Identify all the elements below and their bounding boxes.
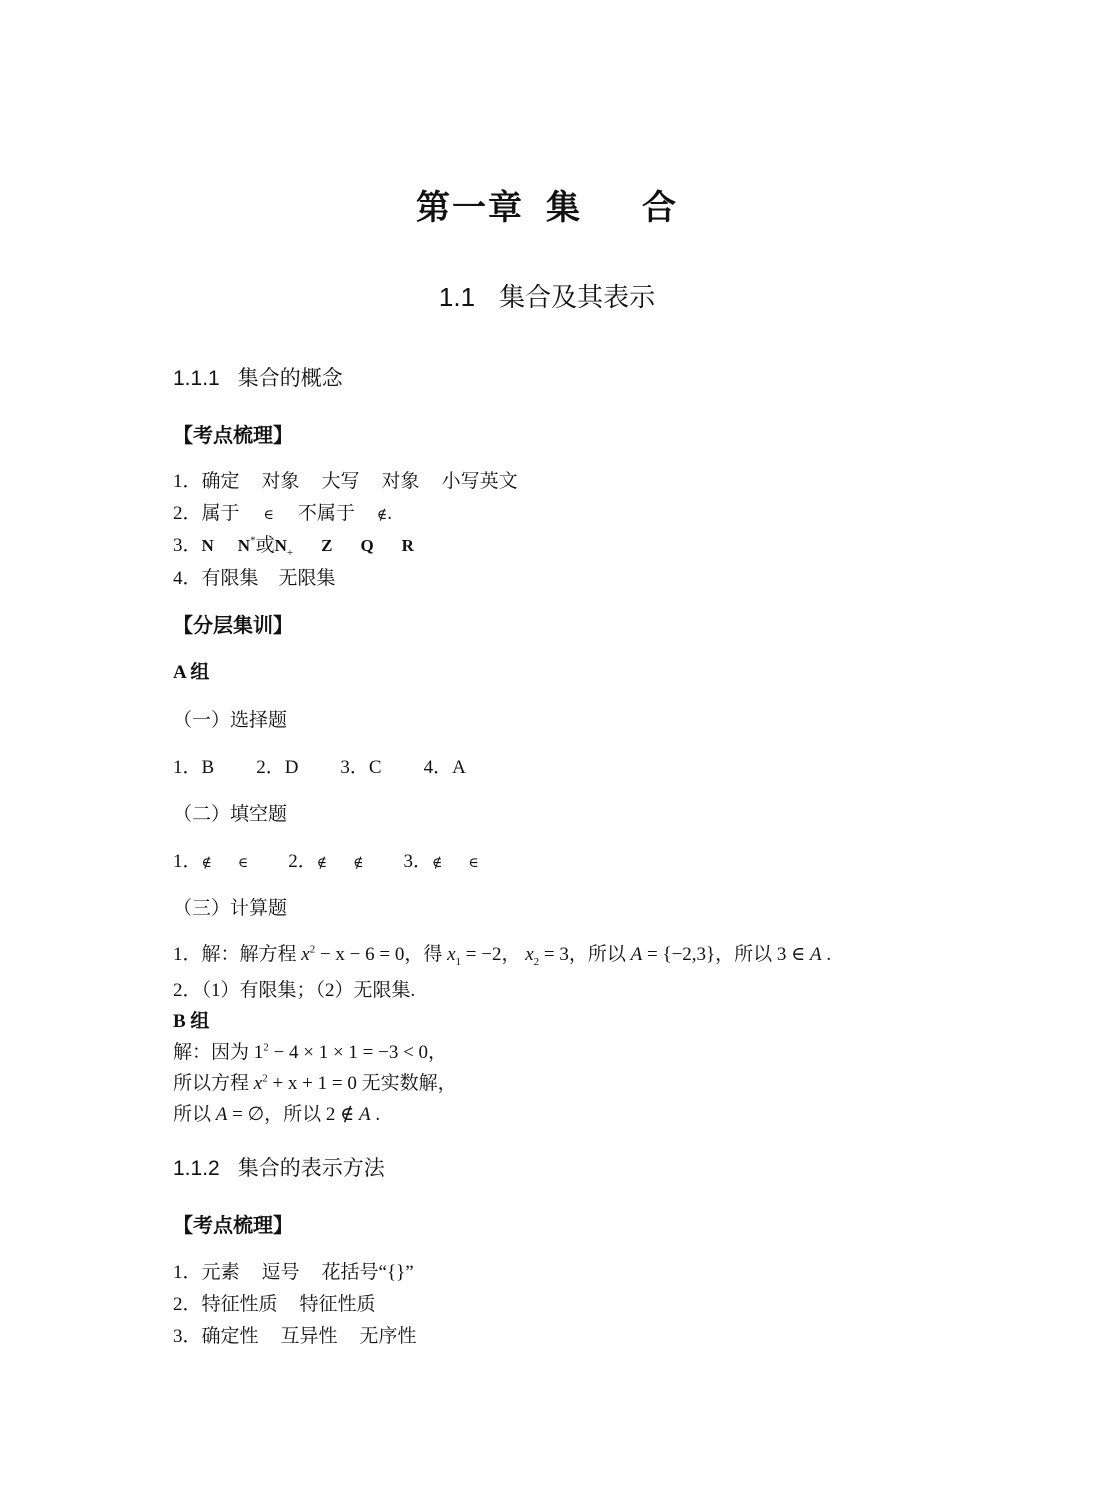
calc1-text: − x − 6 = 0，得	[315, 944, 448, 965]
k3-or: 或	[255, 535, 275, 556]
method-line-3	[173, 1321, 417, 1348]
b3-text: .	[370, 1104, 381, 1125]
calc1-text: = 3，所以	[539, 944, 631, 965]
fill-answers	[173, 846, 479, 873]
group-b-line-1	[173, 1037, 447, 1064]
chapter-title-part1: 第一章	[416, 190, 524, 227]
k2-text: 2．属于	[173, 503, 240, 524]
m2-item: 特征性质	[299, 1294, 376, 1315]
b1-text: − 4 × 1 × 1 = −3 < 0，	[268, 1042, 448, 1063]
choice-answer: 1．B	[173, 757, 215, 778]
set-symbol-R: R	[401, 536, 414, 555]
kaodian-line-4	[173, 563, 336, 590]
fill-symbol: ∉	[432, 856, 443, 871]
b2-text: + x + 1 = 0 无实数解，	[267, 1073, 457, 1094]
m3-item: 无序性	[359, 1326, 417, 1347]
fill-number: 2．	[288, 851, 317, 872]
calc-line-2: 2．（1）有限集；（2）无限集.	[173, 980, 416, 1001]
method-line-2	[173, 1289, 376, 1316]
k2-text: 不属于	[297, 503, 355, 524]
m1-item: 1．元素	[173, 1262, 240, 1283]
subsection-title-2	[173, 1152, 385, 1182]
exponent: 2	[309, 943, 316, 956]
var-x1: x	[447, 944, 456, 965]
var-x2: x	[525, 944, 534, 965]
exponent: 2	[263, 1041, 269, 1054]
fill-heading: （二）填空题	[173, 804, 288, 825]
b3-text: = ∅，所以 2 ∉	[227, 1104, 359, 1125]
group-b-line-3	[173, 1099, 380, 1126]
choice-answer: 4．A	[423, 757, 466, 778]
chapter-title	[0, 180, 1094, 229]
b2-text: 所以方程	[173, 1073, 254, 1094]
m1-item: 逗号	[261, 1262, 300, 1283]
m3-item: 3．确定性	[173, 1326, 259, 1347]
var-A: A	[810, 944, 822, 965]
choice-answer: 2．D	[256, 757, 299, 778]
fill-number: 3．	[403, 851, 433, 872]
group-b-heading: B 组	[173, 1011, 210, 1032]
k4-item: 4．有限集	[173, 568, 259, 589]
k4-item: 无限集	[278, 568, 336, 589]
k1-item: 对象	[261, 471, 300, 492]
kaodian-line-2	[173, 498, 392, 525]
k1-item: 小写英文	[441, 471, 518, 492]
subsection-title-text: 集合的概念	[237, 367, 343, 390]
subscript: 2	[533, 955, 540, 968]
subsection-number: 1.1.2	[173, 1157, 220, 1180]
fill-symbol: ∉	[316, 856, 328, 871]
section-title-text: 集合及其表示	[499, 282, 656, 312]
fill-symbol: ∈	[468, 856, 479, 871]
fenceng-heading: 【分层集训】	[173, 615, 293, 637]
set-symbol-Nplus: N	[274, 536, 287, 555]
choice-answers	[173, 752, 466, 779]
kaodian-heading-2: 【考点梳理】	[173, 1215, 293, 1237]
var-A: A	[215, 1104, 228, 1125]
k1-item: 对象	[381, 471, 420, 492]
kaodian-line-3	[173, 530, 414, 559]
fill-symbol: ∈	[237, 856, 249, 871]
group-a-heading: A 组	[173, 662, 210, 683]
k3-number: 3．	[173, 535, 202, 556]
set-symbol-Nstar: N	[237, 536, 251, 555]
m2-item: 2．特征性质	[173, 1294, 278, 1315]
set-symbol-Q: Q	[360, 536, 374, 555]
fill-symbol: ∉	[201, 856, 212, 871]
not-element-of-symbol: ∉	[376, 508, 388, 523]
element-of-symbol: ∈	[263, 508, 274, 523]
calc-heading: （三）计算题	[173, 898, 288, 919]
method-line-1	[173, 1257, 414, 1284]
b1-text: 解：因为 1	[173, 1042, 264, 1063]
k2-end: .	[387, 503, 393, 524]
calc-line-1	[173, 939, 831, 968]
b3-text: 所以	[173, 1104, 216, 1125]
subsection-number: 1.1.1	[173, 367, 220, 390]
k3-star: *	[250, 534, 256, 547]
choice-answer: 3．C	[340, 757, 382, 778]
fill-symbol: ∉	[353, 856, 364, 871]
m1-item: 花括号“{}”	[321, 1262, 414, 1283]
var-A: A	[358, 1104, 371, 1125]
group-b-line-2	[173, 1068, 457, 1095]
kaodian-line-1	[173, 466, 518, 493]
subscript: 1	[455, 955, 462, 968]
k1-item: 1．确定	[173, 471, 240, 492]
k3-plus: +	[286, 546, 294, 559]
var-x: x	[253, 1073, 263, 1094]
fill-number: 1．	[173, 851, 202, 872]
k1-item: 大写	[321, 471, 360, 492]
chapter-title-part2: 集	[546, 190, 582, 227]
set-symbol-N: N	[201, 536, 214, 555]
calc1-text: 1．解：解方程	[173, 944, 302, 965]
chapter-title-part3: 合	[642, 190, 678, 227]
kaodian-heading-1: 【考点梳理】	[173, 425, 293, 447]
section-number: 1.1	[438, 282, 476, 312]
exponent: 2	[262, 1072, 268, 1085]
var-x: x	[301, 944, 310, 965]
calc1-text: .	[821, 944, 832, 965]
calc1-text: = −2，	[461, 944, 526, 965]
subsection-title-text: 集合的表示方法	[237, 1157, 385, 1180]
m3-item: 互异性	[280, 1326, 338, 1347]
subsection-title-1	[173, 362, 343, 392]
choice-heading: （一）选择题	[173, 710, 288, 731]
section-title	[0, 277, 1094, 314]
set-symbol-Z: Z	[321, 536, 333, 555]
var-A: A	[630, 944, 643, 965]
calc1-text: = {−2,3}，所以 3 ∈	[642, 944, 810, 965]
